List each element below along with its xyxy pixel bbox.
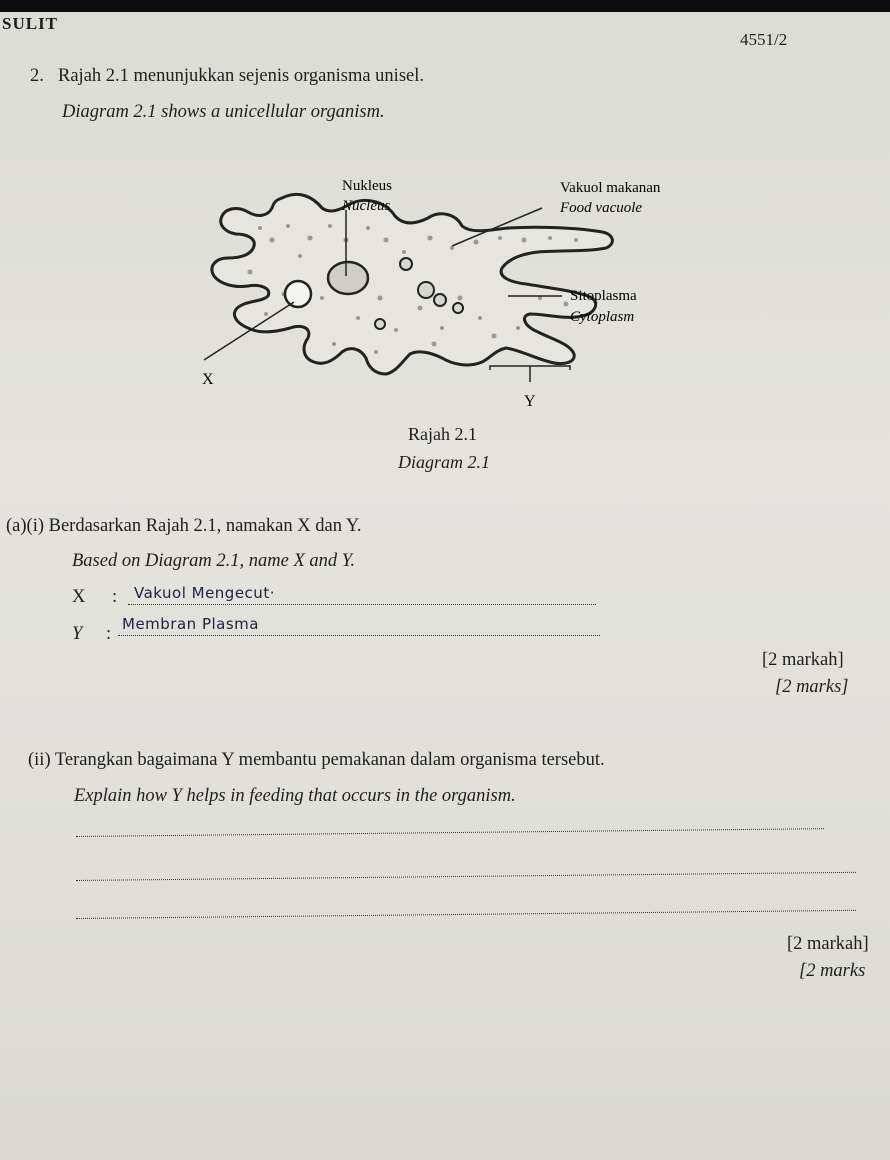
- amoeba-cell-outline: [212, 194, 612, 374]
- label-cytoplasm-malay: Sitoplasma: [570, 288, 637, 304]
- marks-malay-a-ii: [2 markah]: [787, 934, 869, 954]
- y-answer-handwritten: Membran Plasma: [122, 615, 259, 633]
- answer-line-2[interactable]: [76, 872, 856, 881]
- y-colon: :: [106, 624, 112, 644]
- x-colon: :: [112, 587, 118, 607]
- x-answer-handwritten: Vakuol Mengecut·: [134, 584, 275, 602]
- answer-line-3[interactable]: [76, 910, 856, 919]
- part-a-i-prompt-malay: (a)(i) Berdasarkan Rajah 2.1, namakan X dan Y.: [6, 516, 362, 536]
- marks-malay-a-i: [2 markah]: [762, 650, 844, 670]
- x-answer-label: X: [72, 587, 86, 607]
- question-number: 2.: [30, 66, 44, 86]
- question-stem-malay: Rajah 2.1 menunjukkan sejenis organisma unisel.: [58, 66, 424, 86]
- marks-english-a-ii: [2 marks: [799, 961, 866, 981]
- y-answer-label: Y: [72, 624, 83, 644]
- part-a-ii-prompt-english: Explain how Y helps in feeding that occurs in the organism.: [74, 786, 516, 806]
- paper-code: 4551/2: [740, 30, 788, 49]
- amoeba-diagram: [190, 168, 710, 413]
- part-a-ii-prompt-malay: (ii) Terangkan bagaimana Y membantu pemakanan dalam organisma tersebut.: [28, 750, 605, 770]
- label-nucleus-malay: Nukleus: [342, 178, 392, 194]
- food-vacuole: [418, 282, 434, 298]
- diagram-caption-malay: Rajah 2.1: [408, 424, 477, 444]
- diagram-caption-english: Diagram 2.1: [398, 452, 491, 472]
- label-cytoplasm-english: Cytoplasm: [570, 309, 635, 325]
- label-y: Y: [524, 393, 536, 410]
- question-stem-english: Diagram 2.1 shows a unicellular organism.: [62, 102, 385, 122]
- label-vacuole-malay: Vakuol makanan: [560, 180, 661, 196]
- top-edge-bar: [0, 0, 890, 12]
- answer-line-1[interactable]: [76, 828, 824, 837]
- part-a-i-prompt-english: Based on Diagram 2.1, name X and Y.: [72, 551, 355, 571]
- nucleus-shape: [328, 262, 368, 294]
- x-answer-line[interactable]: [128, 604, 596, 605]
- classification-label: SULIT: [2, 14, 59, 33]
- y-answer-line[interactable]: [118, 635, 600, 636]
- label-x: X: [202, 371, 214, 388]
- contractile-vacuole: [285, 281, 311, 307]
- label-nucleus-english: Nucleus: [342, 198, 391, 214]
- marks-english-a-i: [2 marks]: [775, 677, 849, 697]
- label-vacuole-english: Food vacuole: [560, 200, 643, 216]
